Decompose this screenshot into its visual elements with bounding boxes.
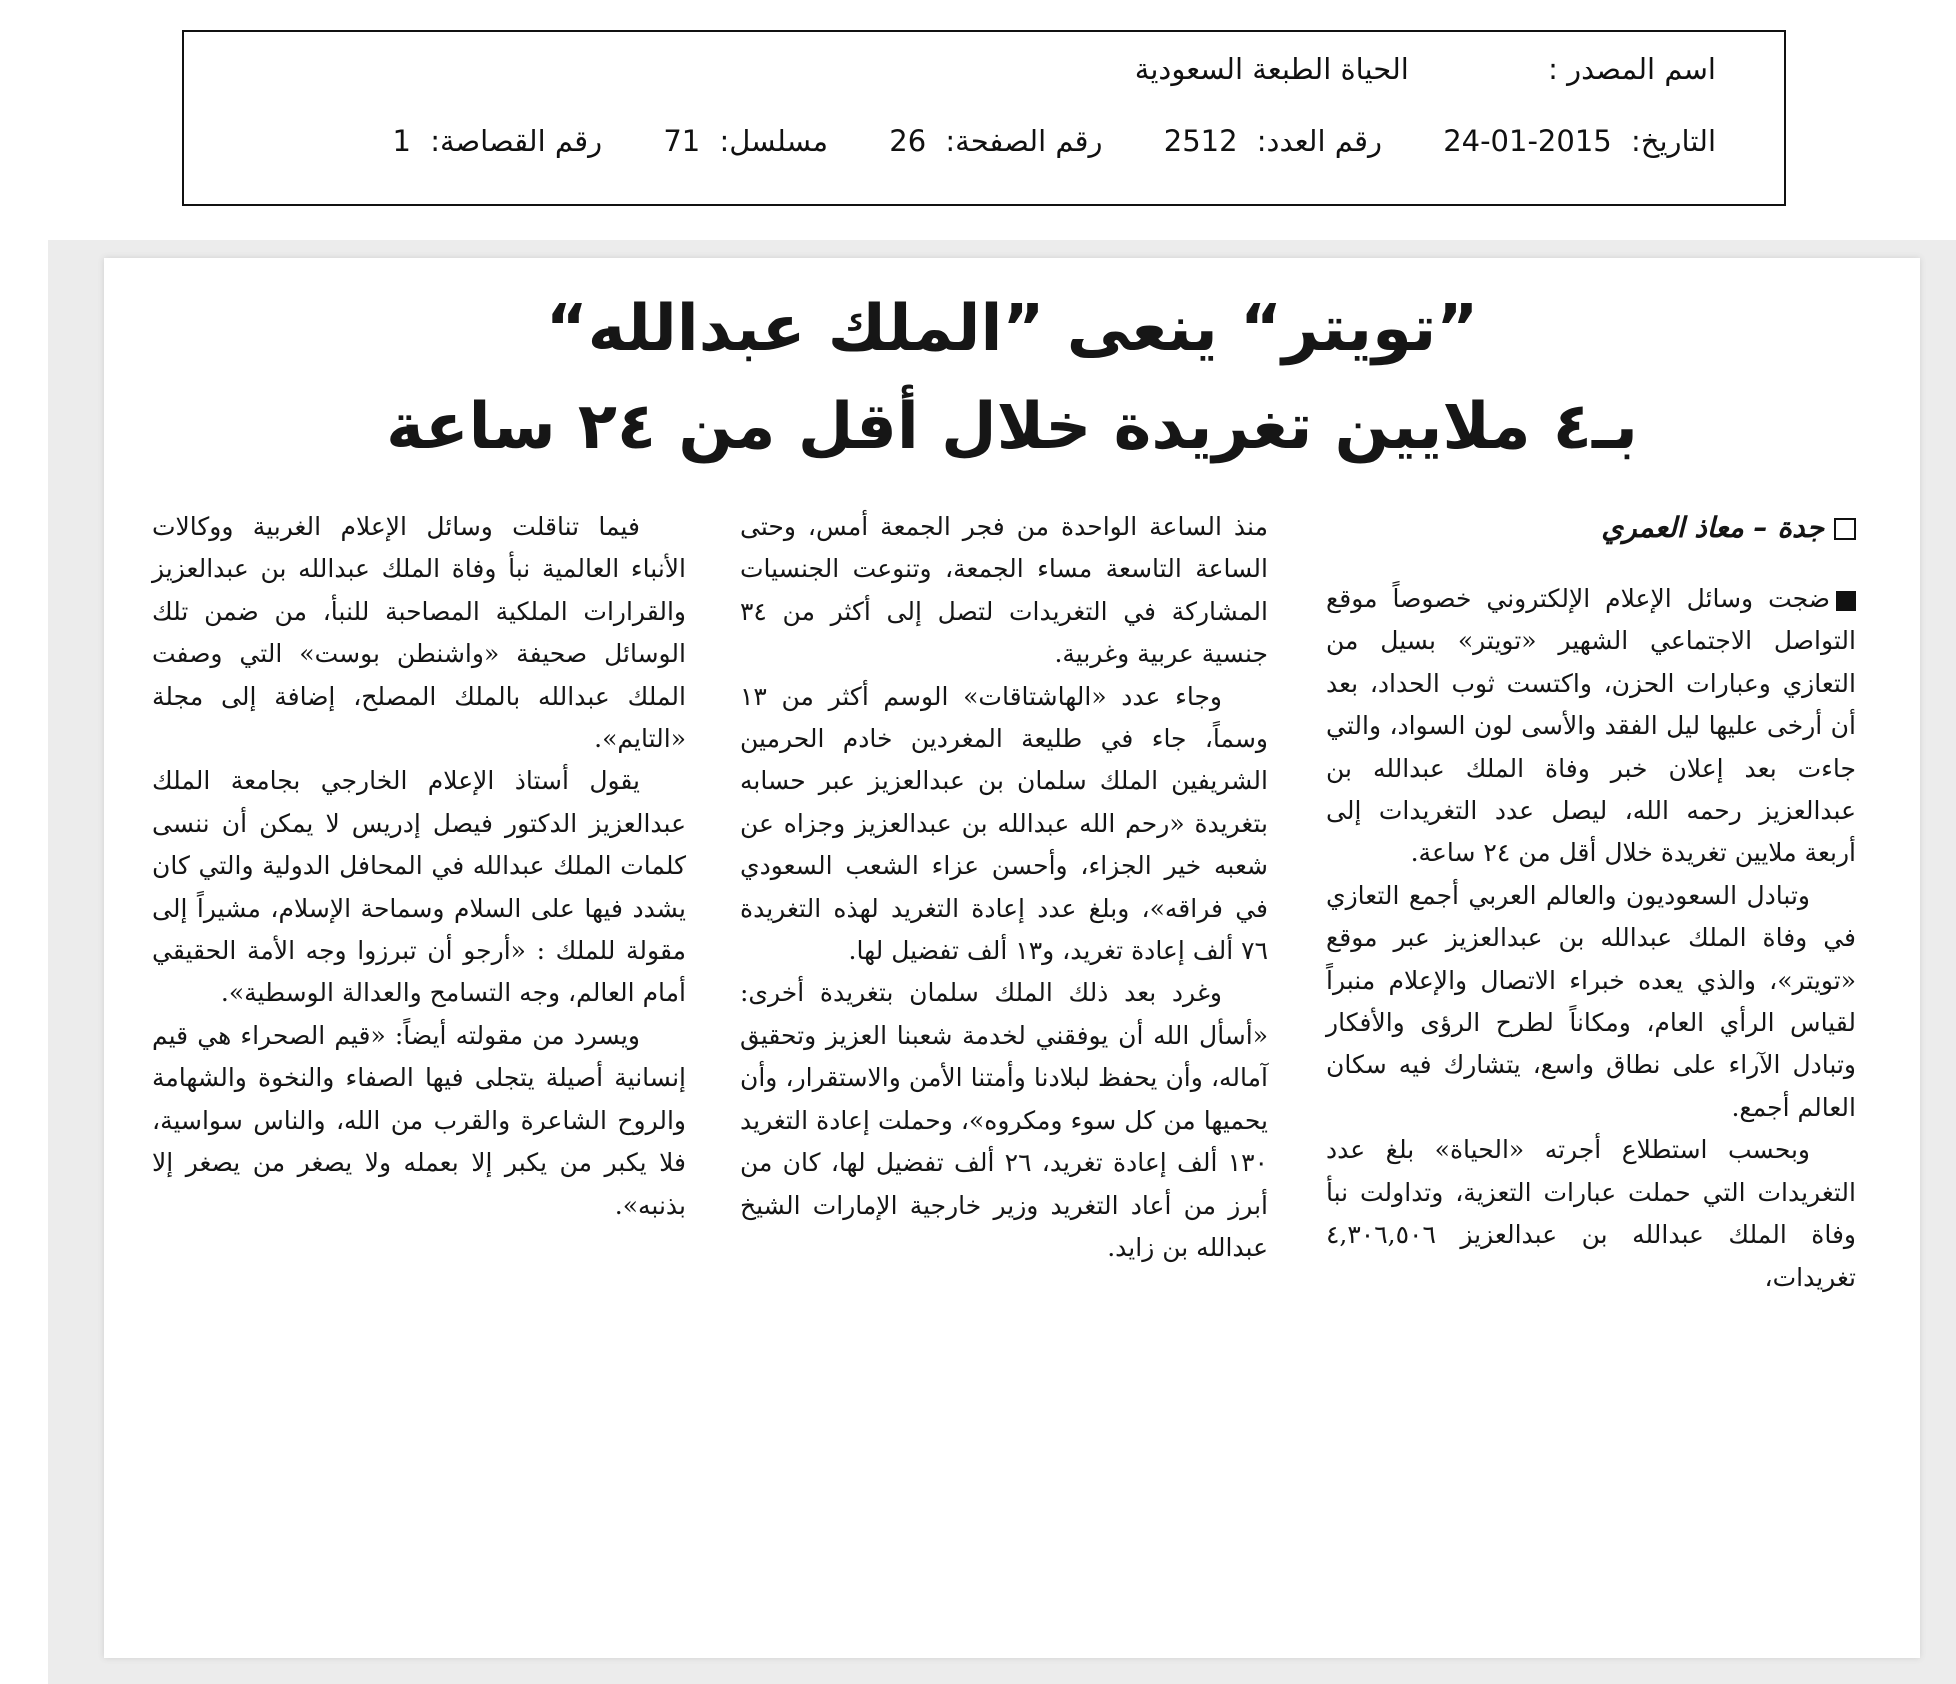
headline (104, 280, 1920, 476)
article-column-right (1326, 506, 1856, 1656)
paragraph: يقول أستاذ الإعلام الخارجي بجامعة الملك عبدالعزيز الدكتور فيصل إدريس لا يمكن أن ننسى كلمات الملك عبدالله في المحافل الدولية والتي كان يشدد فيها على السلام وسماحة الإسلام، مشيراً إلى مقولة للملك : «أرجو أن تبرزوا وجه الأمة الحقيقي أمام العالم، وجه التسامح والعدالة الوسطية». (152, 766, 686, 1008)
article-column-middle (740, 506, 1268, 1656)
clipping-metadata-box (182, 30, 1786, 206)
article-column-left (152, 506, 686, 1656)
paragraph: منذ الساعة الواحدة من فجر الجمعة أمس، وحتى الساعة التاسعة مساء الجمعة، وتنوعت الجنسيات المشاركة في التغريدات لتصل إلى أكثر من ٣٤ جنسية عربية وغربية. (740, 512, 1268, 669)
serial-value: 71 (663, 124, 701, 158)
clip-value: 1 (392, 124, 411, 158)
clip-label: رقم القصاصة: (430, 124, 603, 158)
paragraph: وغرد بعد ذلك الملك سلمان بتغريدة أخرى: «أسأل الله أن يوفقني لخدمة شعبنا العزيز وتحقيق آماله، وأن يحفظ لبلادنا وأمتنا الأمن والاستقرار، وأن يحميها من كل سوء ومكروه»، وحملت إعادة التغريد ١٣٠ ألف إعادة تغريد، ٢٦ ألف تفضيل لها، كان من أبرز من أعاد التغريد وزير خارجية الإمارات الشيخ عبدالله بن زايد. (740, 978, 1268, 1262)
paragraph: وتبادل السعوديون والعالم العربي أجمع التعازي في وفاة الملك عبدالله بن عبدالعزيز عبر موقع «تويتر»، والذي يعده خبراء الاتصال والإعلام منبراً لقياس الرأي العام، ومكاناً لطرح الرؤى والأفكار وتبادل الآراء على نطاق واسع، يتشارك فيه سكان العالم أجمع. (1326, 880, 1856, 1122)
page-label: رقم الصفحة: (945, 124, 1103, 158)
issue-label: رقم العدد: (1256, 124, 1382, 158)
paragraph: فيما تناقلت وسائل الإعلام الغربية ووكالات الأنباء العالمية نبأ وفاة الملك عبدالله بن عبدالعزيز والقرارات الملكية المصاحبة للنبأ، من ضمن تلك الوسائل صحيفة «واشنطن بوست» التي وصفت الملك عبدالله بالملك المصلح، إضافة إلى مجلة «التايم». (152, 512, 686, 754)
serial-label: مسلسل: (719, 124, 829, 158)
paragraph-text: ضجت وسائل الإعلام الإلكتروني خصوصاً موقع التواصل الاجتماعي الشهير «تويتر» بسيل من التعازي وعبارات الحزن، واكتست ثوب الحداد، بعد أن أرخى عليها ليل الفقد والأسى لون السواد، والتي جاءت بعد إعلان خبر وفاة الملك عبدالله بن عبدالعزيز رحمه الله، ليصل عدد التغريدات إلى أربعة ملايين تغريدة خلال أقل من ٢٤ ساعة. (1326, 584, 1856, 868)
issue-value: 2512 (1163, 124, 1238, 158)
headline-line-1: ”تويتر“ ينعى ”الملك عبدالله“ (545, 292, 1479, 366)
paragraph: وجاء عدد «الهاشتاقات» الوسم أكثر من ١٣ وسماً، جاء في طليعة المغردين خادم الحرمين الشريفين الملك سلمان بن عبدالعزيز عبر حسابه بتغريدة «رحم الله عبدالله بن عبدالعزيز وجزاه عن شعبه خير الجزاء، وأحسن عزاء الشعب السعودي في فراقه»، وبلغ عدد إعادة التغريد لهذه التغريدة ٧٦ ألف إعادة تغريد، و١٣ ألف تفضيل لها. (740, 681, 1268, 966)
paragraph: ويسرد من مقولته أيضاً: «قيم الصحراء هي قيم إنسانية أصيلة يتجلى فيها الصفاء والنخوة والشهامة والروح الشاعرة والقرب من الله، والناس سواسية، فلا يكبر من يكبر إلا بعمله ولا يصغر من يصغر إلا بذنبه». (152, 1020, 686, 1220)
square-outline-icon (1834, 518, 1856, 540)
details-row (393, 124, 1716, 158)
byline-text: جدة – معاذ العمري (1601, 511, 1824, 544)
paragraph: وبحسب استطلاع أجرته «الحياة» بلغ عدد التغريدات التي حملت عبارات التعزية، وتداولت نبأ وفاة الملك عبدالله بن عبدالعزيز ٤,٣٠٦,٥٠٦ تغريدات، (1326, 1135, 1856, 1292)
headline-line-2: بـ٤ ملايين تغريدة خلال أقل من ٢٤ ساعة (386, 390, 1638, 464)
source-label: اسم المصدر : (1548, 52, 1716, 86)
paragraph (1326, 578, 1856, 875)
source-row (1135, 52, 1716, 86)
date-value: 24-01-2015 (1443, 124, 1612, 158)
source-value: الحياة الطبعة السعودية (1134, 52, 1409, 86)
byline (1326, 506, 1856, 550)
date-label: التاريخ: (1630, 124, 1716, 158)
newspaper-clipping (104, 258, 1920, 1658)
black-square-icon (1836, 591, 1856, 611)
page-value: 26 (889, 124, 927, 158)
